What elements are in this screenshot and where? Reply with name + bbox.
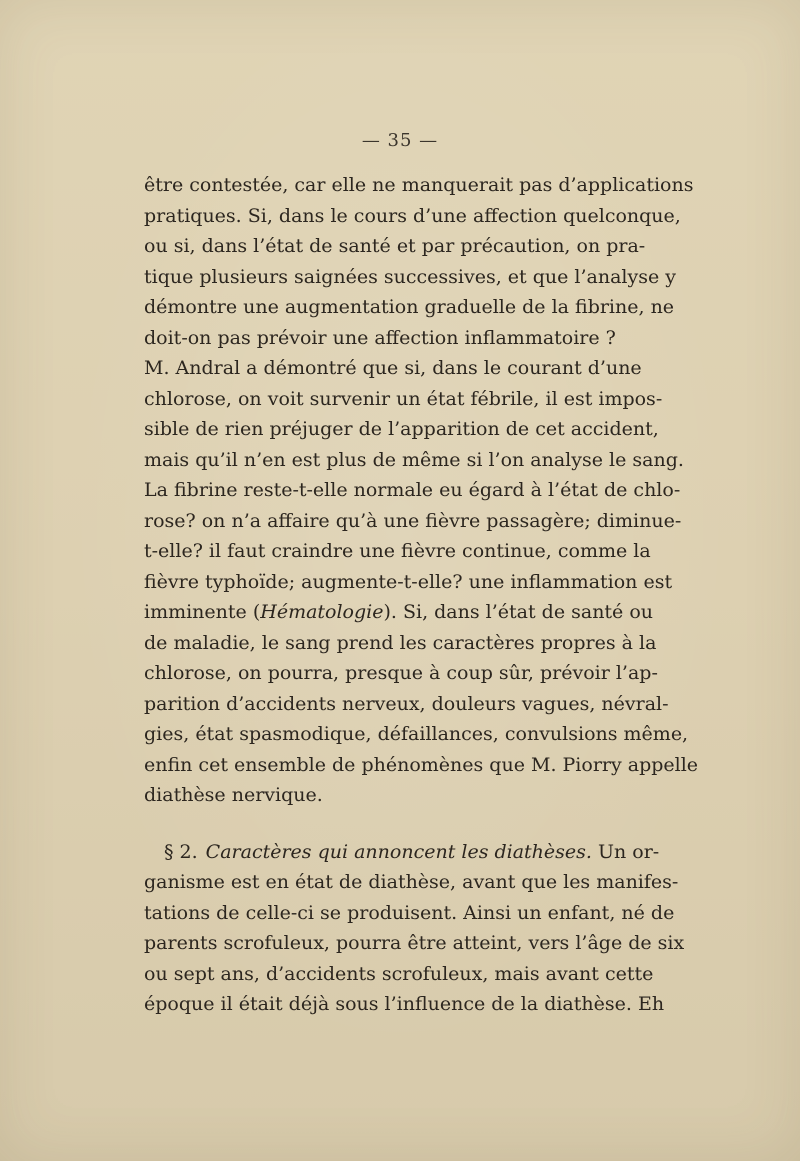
text-line: époque il était déjà sous l’influence de la diathèse. Eh	[144, 993, 665, 1015]
text-line: tique plusieurs saignées successives, et que l’analyse y	[144, 265, 676, 288]
text-line: parents scrofuleux, pourra être atteint, vers l’âge de six	[144, 932, 685, 954]
text-line: de maladie, le sang prend les caractères propres à la	[144, 631, 657, 654]
text-line: pratiques. Si, dans le cours d’une affection quelconque,	[144, 204, 681, 227]
text-line: La fibrine reste-t-elle normale eu égard à l’état de chlo-	[144, 479, 681, 501]
section-2	[144, 837, 685, 1020]
text-line-with-italic	[144, 597, 654, 628]
body-text	[144, 170, 699, 1020]
section-heading-line	[144, 837, 660, 868]
section-title: Caractères qui annoncent les diathèses.	[205, 840, 592, 863]
text-line: chlorose, on pourra, presque à coup sûr, prévoir l’ap-	[144, 662, 658, 684]
text-line: fièvre typhoïde; augmente-t-elle? une inflammation est	[144, 570, 673, 593]
italic-reference: Hématologie	[260, 601, 384, 623]
line-text-after-italic: ). Si, dans l’état de santé ou	[383, 601, 654, 623]
text-line: démontre une augmentation graduelle de la fibrine, ne	[144, 296, 675, 318]
text-line: enfin cet ensemble de phénomènes que M. Piorry appelle	[144, 753, 699, 776]
section-spacing	[144, 811, 584, 837]
text-line: doit-on pas prévoir une affection inflammatoire ?	[144, 326, 616, 349]
line-text-before-italic: imminente (	[144, 601, 261, 623]
text-line: chlorose, on voit survenir un état fébrile, il est impos-	[144, 387, 663, 410]
text-line: sible de rien préjuger de l’apparition de cet accident,	[144, 418, 659, 440]
paragraph-1	[144, 170, 699, 811]
text-line: diathèse nervique.	[144, 784, 323, 806]
text-line: rose? on n’a affaire qu’à une fièvre passagère; diminue-	[144, 509, 682, 532]
text-line: parition d’accidents nerveux, douleurs vagues, névral-	[144, 692, 669, 715]
text-line: ou sept ans, d’accidents scrofuleux, mais avant cette	[144, 962, 654, 985]
text-line: ou si, dans l’état de santé et par précaution, on pra-	[144, 235, 646, 257]
section-first-line-rest: Un or-	[598, 840, 660, 863]
text-line: M. Andral a démontré que si, dans le courant d’une	[144, 357, 642, 379]
page-number-header: — 35 —	[361, 130, 439, 151]
section-symbol: § 2.	[164, 840, 198, 863]
text-line: gies, état spasmodique, défaillances, convulsions même,	[144, 723, 689, 745]
text-line: être contestée, car elle ne manquerait pas d’applications	[144, 174, 694, 196]
text-line: tations de celle-ci se produisent. Ainsi un enfant, né de	[144, 901, 675, 924]
text-line: ganisme est en état de diathèse, avant que les manifes-	[144, 871, 679, 893]
text-line: t-elle? il faut craindre une fièvre continue, comme la	[144, 540, 651, 562]
text-line: mais qu’il n’en est plus de même si l’on analyse le sang.	[144, 448, 684, 471]
